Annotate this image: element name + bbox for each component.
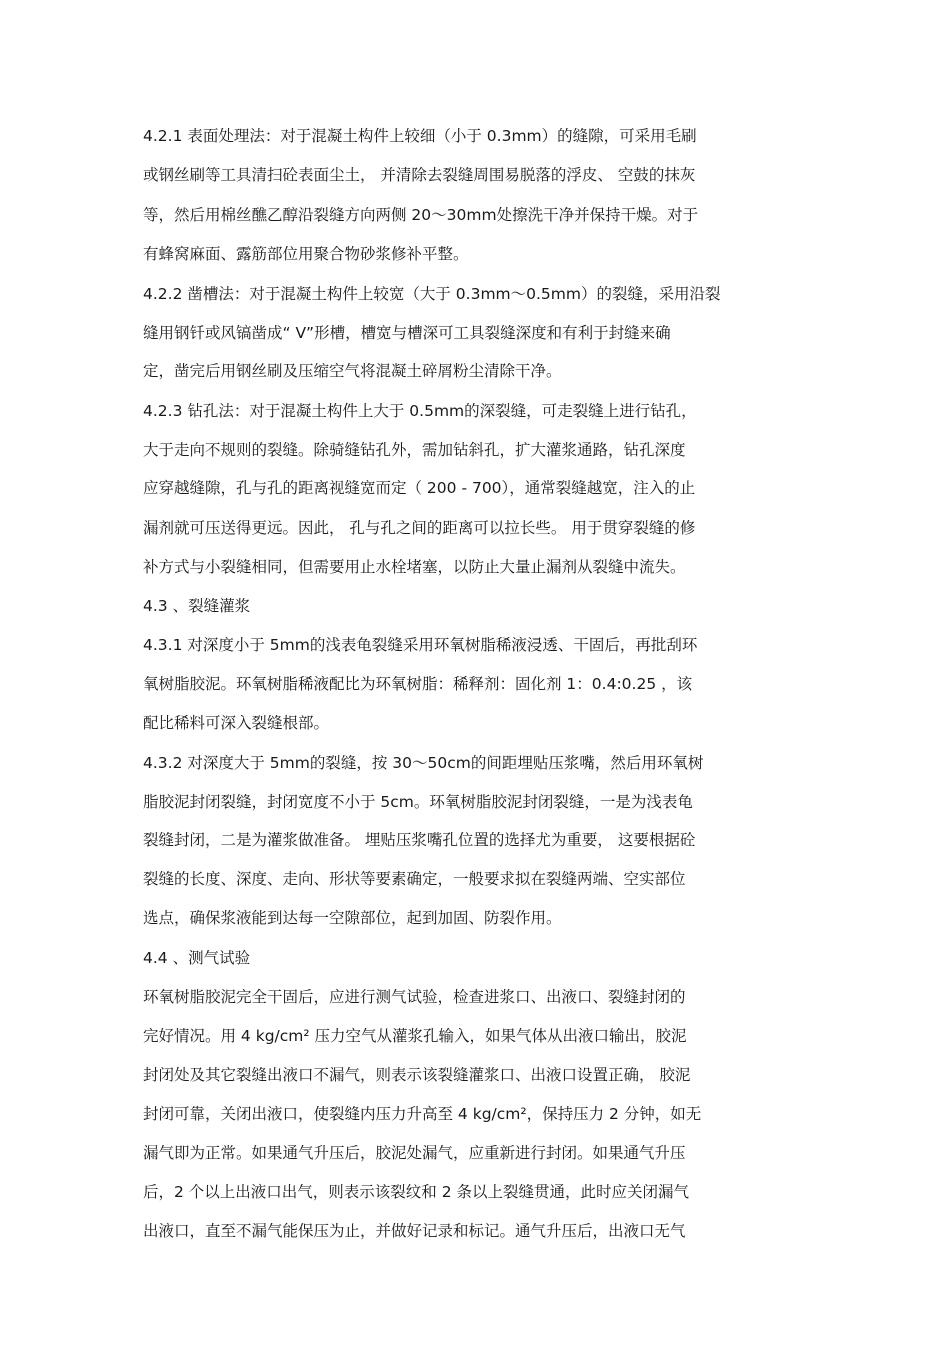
text-line: 裂缝的长度、深度、走向、形状等要素确定，一般要求拟在裂缝两端、空实部位 (143, 870, 686, 888)
text-line: 脂胶泥封闭裂缝，封闭宽度不小于 5cm。环氧树脂胶泥封闭裂缝，一是为浅表龟 (143, 793, 693, 811)
text-line: 出液口，直至不漏气能保压为止，并做好记录和标记。通气升压后，出液口无气 (143, 1222, 686, 1240)
text-line: 大于走向不规则的裂缝。除骑缝钻孔外，需加钻斜孔，扩大灌浆通路，钻孔深度 (143, 441, 686, 459)
text-line: 等，然后用棉丝醮乙醇沿裂缝方向两侧 20～30mm处擦洗干净并保持干燥。对于 (143, 206, 699, 224)
text-line: 封闭可靠，关闭出液口，使裂缝内压力升高至 4 kg/cm²，保持压力 2 分钟，如无 (143, 1105, 702, 1123)
section-heading-4-3-1: 4.3.1 对深度小于 5mm的浅表龟裂缝采用环氧树脂稀液浸透、干固后，再批刮环 (143, 636, 698, 654)
section-heading-4-3-2: 4.3.2 对深度大于 5mm的裂缝，按 30～50cm的间距埋贴压浆嘴，然后用环氧树 (143, 754, 704, 772)
section-heading-4-2-3: 4.2.3 钻孔法：对于混凝土构件上大于 0.5mm的深裂缝，可走裂缝上进行钻孔， (143, 402, 697, 420)
text-line: 环氧树脂胶泥完全干固后，应进行测气试验，检查进浆口、出液口、裂缝封闭的 (143, 988, 686, 1006)
text-line: 封闭处及其它裂缝出液口不漏气，则表示该裂缝灌浆口、出液口设置正确， 胶泥 (143, 1066, 691, 1084)
text-line: 后，2 个以上出液口出气，则表示该裂纹和 2 条以上裂缝贯通，此时应关闭漏气 (143, 1183, 690, 1201)
text-line: 4.2.1 表面处理法：对于混凝土构件上较细（小于 0.3mm）的缝隙，可采用毛刷 (143, 127, 697, 145)
text-line: 缝用钢钎或风镐凿成“ V”形槽，槽宽与槽深可工具裂缝深度和有利于封缝来确 (143, 324, 671, 342)
text-line: 有蜂窝麻面、露筋部位用聚合物砂浆修补平整。 (143, 245, 469, 263)
text-line: 补方式与小裂缝相同，但需要用止水栓堵塞，以防止大量止漏剂从裂缝中流失。 (143, 558, 686, 576)
text-line: 应穿越缝隙，孔与孔的距离视缝宽而定（ 200 - 700），通常裂缝越宽，注入的止 (143, 479, 696, 497)
text-line: 完好情况。用 4 kg/cm² 压力空气从灌浆孔输入，如果气体从出液口输出，胶泥 (143, 1027, 687, 1045)
text-line: 或钢丝刷等工具清扫砼表面尘土， 并清除去裂缝周围易脱落的浮皮、 空鼓的抹灰 (143, 166, 696, 184)
text-line: 漏气即为正常。如果通气升压后，胶泥处漏气，应重新进行封闭。如果通气升压 (143, 1144, 686, 1162)
text-line: 氧树脂胶泥。环氧树脂稀液配比为环氧树脂：稀释剂：固化剂 1：0.4:0.25 ，该 (143, 675, 693, 693)
section-heading-4-2-2: 4.2.2 凿槽法：对于混凝土构件上较宽（大于 0.3mm～0.5mm）的裂缝，采用沿裂 (143, 285, 721, 303)
text-line: 定，凿完后用钢丝刷及压缩空气将混凝土碎屑粉尘清除干净。 (143, 362, 562, 380)
text-line: 漏剂就可压送得更远。因此， 孔与孔之间的距离可以拉长些。 用于贯穿裂缝的修 (143, 519, 696, 537)
section-heading-4-4: 4.4 、测气试验 (143, 949, 251, 967)
section-heading-4-3: 4.3 、裂缝灌浆 (143, 597, 251, 615)
text-line: 选点，确保浆液能到达每一空隙部位，起到加固、防裂作用。 (143, 909, 562, 927)
text-line: 配比稀料可深入裂缝根部。 (143, 714, 330, 732)
text-line: 裂缝封闭，二是为灌浆做准备。 埋贴压浆嘴孔位置的选择尤为重要， 这要根据砼 (143, 831, 696, 849)
